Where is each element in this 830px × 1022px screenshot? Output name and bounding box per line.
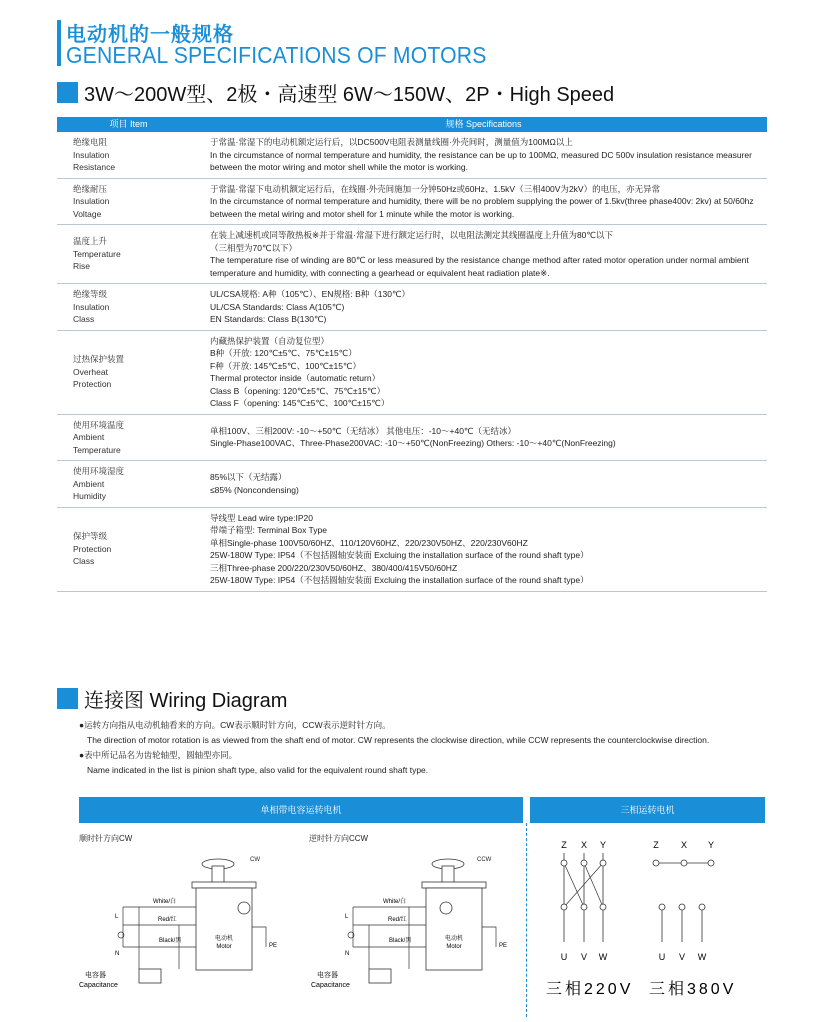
motor-body — [426, 888, 482, 970]
capacitor-label-en: Capacitance — [311, 982, 350, 989]
terminal-z-label: Z — [653, 840, 659, 850]
spec-value-line: 25W-180W Type: IP54（不包括圆轴安装面 Excluing the installation surface of the round shaft type） — [210, 550, 589, 560]
l-label: L — [345, 914, 349, 920]
cw-diagram — [79, 833, 277, 989]
pe-label: PE — [499, 943, 508, 949]
spec-value-cell — [200, 414, 767, 461]
section-title: 3W～200W型、2极・高速型 6W～150W、2P・High Speed — [84, 83, 615, 106]
spec-item-cell — [57, 284, 200, 331]
motor-label-en: Motor — [216, 944, 232, 950]
motor-flange — [422, 882, 486, 888]
spec-item-label: Temperature — [73, 444, 121, 455]
spec-item-label: Rise — [73, 261, 91, 272]
wiring-svg — [79, 797, 765, 1017]
three-phase-title: 三相运转电机 — [530, 797, 765, 823]
terminal-u-label: U — [560, 952, 568, 962]
spec-item-label: Ambient — [73, 432, 105, 442]
page-title-cn: 电动机的一般规格 — [66, 24, 234, 46]
spec-value-line: 单相100V、三相200V: -10～+50℃（无结冰） 其他电压：-10～+40℃（无结冰） — [210, 425, 516, 436]
three-phase-220-label: 三相220V — [546, 981, 634, 998]
cw-text: CW — [250, 857, 260, 863]
spec-value-line: UL/CSA Standards: Class A(105℃) — [210, 301, 345, 312]
col-item-header: 项目 Item — [57, 117, 200, 132]
motor-label-cn: 电动机 — [214, 936, 234, 942]
spec-value-line: temperature and humidity, with connecting a gearhead or equivalent heat radiation plate※. — [210, 267, 550, 278]
spec-item-cell — [57, 461, 200, 508]
delta-links — [564, 863, 603, 907]
spec-item-label: 绝缘耐压 — [73, 183, 108, 194]
ccw-direction-label: 逆时针方向CCW — [309, 834, 369, 843]
spec-value-line: between the metal wiring and motor shell for 1 minute while the motor is working. — [210, 208, 515, 219]
note-line: Name indicated in the list is pinion shaft type, also valid for the equivalent round shaft type. — [87, 765, 429, 775]
terminal-w-label: W — [598, 952, 608, 962]
motor-body — [196, 888, 252, 970]
spec-item-label: Class — [73, 556, 95, 567]
spec-item-cell — [57, 330, 200, 414]
spec-value-line: 三相Three-phase 200/220/230V50/60HZ、380/400/415V50/60HZ — [210, 562, 458, 573]
spec-value-line: In the circumstance of normal temperature and humidity, the resistance can be up to 100MΩ, measured DC 500v insulation resistance measurer — [210, 149, 752, 160]
capacitor-icon — [369, 969, 391, 983]
spec-value-cell — [200, 330, 767, 414]
terminal-v-label: V — [580, 952, 588, 962]
spec-item-label: Humidity — [73, 491, 107, 501]
spec-value-line: B种（开放: 120℃±5℃、75℃±15℃） — [210, 348, 357, 358]
spec-value-cell — [200, 461, 767, 508]
spec-row — [57, 284, 767, 331]
spec-value-line: The temperature rise of winding are 80℃ or less measured by the resistance change method after rated motor operation under normal ambient — [210, 255, 749, 265]
spec-value-cell — [200, 225, 767, 284]
spec-value-line: 于常温·常湿下的电动机额定运行后，以DC500V电阻表测量线圈·外壳间时，测量值为100MΩ以上 — [210, 137, 573, 147]
spec-item-cell — [57, 225, 200, 284]
spec-item-label: 绝缘电阻 — [73, 137, 108, 147]
terminal-u-label: U — [658, 952, 666, 962]
section-heading-specs — [57, 80, 614, 104]
spec-row — [57, 414, 767, 461]
capacitor-label-cn: 电容器 — [85, 972, 106, 979]
spec-value-line: 单相Single-phase 100V50/60HZ、110/120V60HZ、220/230V50HZ、220/230V60HZ — [210, 537, 528, 548]
spec-item-label: Insulation — [73, 149, 110, 160]
motor-label-en: Motor — [446, 944, 462, 950]
spec-table — [57, 117, 767, 592]
terminal-x-label: X — [680, 840, 688, 850]
spec-item-cell — [57, 507, 200, 591]
single-phase-title: 单相带电容运转电机 — [79, 797, 523, 823]
wiring-notes — [79, 718, 709, 778]
spec-value-line: 于常温·常湿下电动机额定运行后，在线圈·外壳间施加一分钟50Hz或60Hz、1.5kV（三相400V为2kV）的电压，亦无异常 — [210, 183, 661, 194]
spec-item-label: 使用环境温度 — [73, 419, 125, 430]
three-phase-220-diagram — [546, 840, 633, 998]
terminal-y-label: Y — [707, 840, 715, 850]
motor-flange — [192, 882, 256, 888]
terminal-y-label: Y — [599, 840, 607, 850]
section-square-icon — [57, 82, 78, 103]
spec-item-label: 保护等级 — [73, 531, 108, 542]
section-square-icon — [57, 688, 78, 709]
red-wire-label: Red/红 — [388, 917, 407, 923]
spec-value-line: In the circumstance of normal temperature and humidity, there will be no problem supplying the power of 1.5kv(three phase400v: 2kv) at 50/60hz — [210, 196, 754, 206]
spec-value-cell — [200, 507, 767, 591]
spec-item-cell — [57, 132, 200, 178]
black-wire-label: Black/黑 — [159, 938, 182, 944]
spec-item-label: 过热保护装置 — [73, 354, 125, 365]
spec-item-label: Voltage — [73, 208, 102, 219]
spec-value-line: F种（开放: 145℃±5℃、100℃±15℃） — [210, 360, 361, 371]
spec-value-line: Class B（opening: 120℃±5℃、75℃±15℃） — [210, 385, 386, 396]
spec-value-cell — [200, 178, 767, 225]
cw-direction-label: 顺时针方向CW — [79, 834, 133, 843]
terminal-x-label: X — [580, 840, 588, 850]
spec-item-label: 绝缘等级 — [73, 289, 108, 299]
spec-value-line: 导线型 Lead wire type:IP20 — [210, 512, 313, 523]
capacitor-label-en: Capacitance — [79, 982, 118, 989]
wiring-diagram — [79, 797, 765, 1017]
spec-item-label: Insulation — [73, 196, 110, 206]
spec-value-cell — [200, 132, 767, 178]
three-phase-380-diagram — [649, 840, 736, 998]
terminal-v-label: V — [678, 952, 686, 962]
terminal-z-label: Z — [561, 840, 567, 850]
spec-row — [57, 178, 767, 225]
l-label: L — [115, 914, 119, 920]
spec-value-line: 在装上减速机或同等散热板※并于常温·常湿下进行额定运行时，以电阻法测定其线圈温度上升值为80℃以下 — [210, 230, 613, 240]
spec-value-line: EN Standards: Class B(130℃) — [210, 314, 327, 324]
phase-lines — [662, 907, 702, 942]
spec-value-line: Single-Phase100VAC、Three-Phase200VAC: -10～+50℃(NonFreezing) Others: -10～+40℃(NonFreezing) — [210, 438, 616, 449]
spec-item-label: Protection — [73, 543, 112, 554]
capacitor-icon — [139, 969, 161, 983]
section-heading-wiring — [57, 686, 287, 710]
three-phase-380-label: 三相380V — [649, 981, 737, 998]
spec-value-cell — [200, 284, 767, 331]
spec-row — [57, 132, 767, 178]
spec-value-line: UL/CSA规格: A种（105℃）、EN规格: B种（130℃） — [210, 289, 411, 299]
spec-item-label: Insulation — [73, 301, 110, 312]
capacitor-label-cn: 电容器 — [317, 972, 338, 979]
note-line: ●运转方向指从电动机轴看来的方向。CW表示顺时针方向，CCW表示逆时针方向。 — [79, 720, 391, 730]
spec-table-header — [57, 117, 767, 132]
section-title: 连接图 Wiring Diagram — [84, 689, 288, 712]
spec-item-label: 温度上升 — [73, 236, 108, 247]
ccw-diagram — [309, 833, 507, 989]
pe-label: PE — [269, 943, 278, 949]
spec-value-line: 带端子箱型: Terminal Box Type — [210, 525, 327, 535]
spec-item-label: Resistance — [73, 162, 116, 172]
black-wire-label: Black/黑 — [389, 938, 412, 944]
note-line: The direction of motor rotation is as viewed from the shaft end of motor. CW represents the clockwise direction, while CCW represents the counterclockwise direction. — [87, 735, 710, 745]
spec-item-cell — [57, 414, 200, 461]
spec-value-line: 85%以下（无结露） — [210, 472, 287, 483]
spec-table-body — [57, 132, 767, 591]
spec-value-line: Thermal protector inside（automatic return） — [210, 373, 381, 383]
spec-value-line: 25W-180W Type: IP54（不包括圆轴安装面 Excluing the installation surface of the round shaft type） — [210, 575, 589, 585]
spec-value-line: between the motor wiring and motor shell while the motor is working. — [210, 162, 468, 172]
title-accent-bar — [57, 20, 61, 66]
motor-shaft — [212, 866, 224, 884]
col-spec-header: 规格 Specifications — [200, 117, 767, 132]
spec-row — [57, 225, 767, 284]
spec-value-line: 内藏热保护装置（自动复位型） — [210, 335, 330, 346]
spec-item-label: Protection — [73, 379, 112, 390]
spec-row — [57, 507, 767, 591]
spec-item-label: 使用环境湿度 — [73, 466, 125, 476]
motor-label-cn: 电动机 — [444, 936, 464, 942]
spec-item-cell — [57, 178, 200, 225]
motor-shaft — [442, 866, 454, 884]
white-wire-label: White/白 — [153, 899, 177, 905]
red-wire-label: Red/红 — [158, 917, 177, 923]
ccw-text: CCW — [477, 857, 492, 863]
spec-item-label: Class — [73, 314, 95, 324]
note-line: ●表中所记品名为齿轮轴型，圆轴型亦同。 — [79, 750, 238, 760]
spec-item-label: Overheat — [73, 366, 108, 377]
white-wire-label: White/白 — [383, 899, 407, 905]
terminal-w-label: W — [697, 952, 707, 962]
spec-value-line: （三相型为70℃以下） — [210, 242, 298, 253]
spec-item-label: Temperature — [73, 248, 121, 259]
spec-row — [57, 461, 767, 508]
spec-row — [57, 330, 767, 414]
page-title-en: GENERAL SPECIFICATIONS OF MOTORS — [66, 42, 487, 68]
spec-value-line: ≤85% (Noncondensing) — [210, 484, 299, 495]
spec-value-line: Class F（opening: 145℃±5℃、100℃±15℃） — [210, 398, 390, 408]
n-label: N — [345, 951, 350, 957]
spec-item-label: Ambient — [73, 478, 105, 489]
n-label: N — [115, 951, 120, 957]
